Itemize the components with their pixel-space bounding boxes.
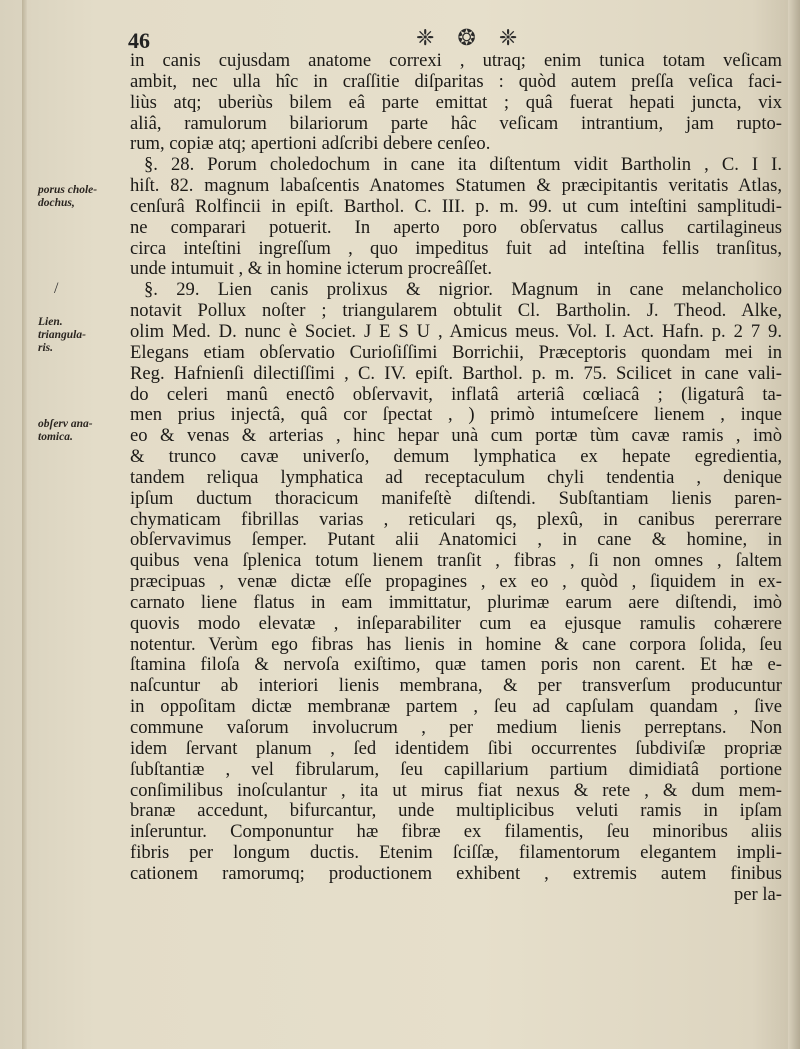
page-edge [788,0,800,1049]
text-line: carnato liene flatus in eam immittatur, plurimæ earum aere diſtendi, imò [130,592,782,613]
text-line: cationem ramorumq; productionem exhibent , extremis autem finibus [130,863,782,884]
text-line: conſimilibus inoſculantur , ita ut mirus fiat nexus & rete , & dum mem- [130,780,782,801]
page-header [128,24,778,54]
text-line: do celeri manû enectô obſervavit, inflatâ arteriâ cœliacâ ; (ligaturâ ta- [130,384,782,405]
text-line: præcipuas , venæ dictæ eſſe propagines , ex eo , quòd , ſiquidem in ex- [130,572,782,593]
text-line: ſubſtantiæ , vel fibrularum, ſeu capillarium partium dimidiatâ portione [130,759,782,780]
page-gutter [22,0,27,1049]
text-line: rum, copiæ atq; apertioni adſcribi debere cenſeo. [130,134,491,155]
text-line: obſervavimus ſemper. Putant alii Anatomici , in cane & homine, in [130,530,782,551]
text-line: notavit Pollux noſter ; triangularem obtulit Cl. Bartholin. J. Theod. Alke, [130,301,782,322]
header-ornament-icon: ❈ ❂ ❈ [416,26,526,51]
text-line: in canis cujusdam anatome correxi , utraq; enim tunica totam veſicam [130,51,782,71]
text-line: tandem reliqua lymphatica ad receptaculum chyli tendentia , denique [130,467,782,488]
text-line: circa inteſtini ingreſſum , quo impeditus fuit ad inteſtina fellis tranſitus, [130,238,782,259]
margin-slash-mark: / [54,280,59,297]
paragraph-29-start: §. 29. Lien canis prolixus & nigrior. Magnum in cane melancholico [144,280,782,301]
text-line: idem ſervant planum , ſed identidem ſibi occurrentes ſubdiviſæ propriæ [130,738,782,759]
text-line: inſeruntur. Componuntur hæ fibræ ex filamentis, ſeu minoribus aliis [130,822,782,843]
margin-note-line: obſerv ana- [38,418,93,430]
margin-note-line: triangula- [38,329,86,341]
margin-note-lien-triangularis [38,316,86,355]
text-line: quibus vena ſplenica totum lienem tranſit , fibras , ſi non omnes , ſaltem [130,551,782,572]
text-line: ſtamina filoſa & nervoſa exiſtimo, quæ tamen poris non carent. Et hæ e- [130,655,782,676]
margin-note-observatio [38,418,93,444]
margin-note-line: porus chole- [38,184,98,196]
page-number: 46 [128,28,150,53]
paragraph-28-start: §. 28. Porum choledochum in cane ita diſtentum vidit Bartholin , C. I I. [144,155,782,176]
text-line: commune vaſorum involucrum , per medium lienis perreptans. Non [130,718,782,738]
text-line: men prius injectâ, quâ cor ſpectat , ) primò intumeſcere lienem , inque [130,405,782,426]
text-line: Elegans etiam obſervatio Curioſiſſimi Borrichii, Præceptoris quondam mei in [130,342,782,363]
text-line: eo & venas & arterias , hinc hepar unà cum portæ tùm cavæ ramis , imò [130,426,782,447]
text-line: hiſt. 82. magnum labaſcentis Anatomes Statumen & præcipitantis veritatis Atlas, [130,176,782,197]
margin-note-porus-choledochus [38,184,97,210]
text-line: ne comparari potuerit. In aperto poro obſervatus callus cartilagineus [130,217,782,238]
text-line: cenſurâ Rolfincii in epiſt. Barthol. C. III. p. m. 99. ut cum inteſtini samplitudi- [130,196,782,217]
text-line: in oppoſitam dictæ membranæ partem , ſeu ad capſulam quandam , ſive [130,697,782,718]
text-line: quovis modo elevatæ , inſeparabiliter cum ea ejusque ramulis cohærere [130,613,782,634]
margin-note-line: Lien. [38,316,63,328]
text-line: ambit, nec ulla hîc in craſſitie diſparitas : quòd autem preſſa veſica faci- [130,71,782,92]
text-line: unde intumuit , & in homine icterum procreâſſet. [130,259,492,280]
text-line: chymaticam fibrillas varias , reticulari qs, plexû, in canibus pererrare [130,509,782,530]
text-line: olim Med. D. nunc è Societ. J E S U , Amicus meus. Vol. I. Act. Hafn. p. 2 7 9. [130,321,782,342]
body-text [130,51,782,906]
text-line: aliâ, ramulorum bilariorum parte hâc veſicam intrantium, jam rupto- [130,113,782,134]
text-line: branæ accedunt, bifurcantur, unde multiplicibus veluti ramis in ipſam [130,801,782,822]
text-line: ipſum ductum thoracicum manifeſtè diſtendi. Subſtantiam lienis paren- [130,488,782,509]
text-line: notentur. Verùm ego fibras has lienis in homine & cane corpora ſolida, ſeu [130,634,782,655]
margin-note-line: dochus, [38,197,75,209]
catchword: per la- [733,884,782,905]
text-line: liùs atq; uberiùs bilem eâ parte emittat ; quâ fuerat hepati juncta, vix [130,92,782,113]
margin-note-line: tomica. [38,431,73,443]
text-line: Reg. Hafnienſi dilectiſſimi , C. IV. epiſt. Barthol. p. m. 75. Scilicet in cane vali- [130,363,782,384]
text-line: fibris per longum ductis. Etenim ſciſſæ, filamentorum elegantem impli- [130,843,782,864]
text-line: naſcuntur ab interiori lienis membrana, & per transverſum producuntur [130,676,782,697]
text-line: & trunco cavæ univerſo, demum lymphatica ex hepate egredientia, [130,447,782,468]
margin-note-line: ris. [38,342,54,354]
